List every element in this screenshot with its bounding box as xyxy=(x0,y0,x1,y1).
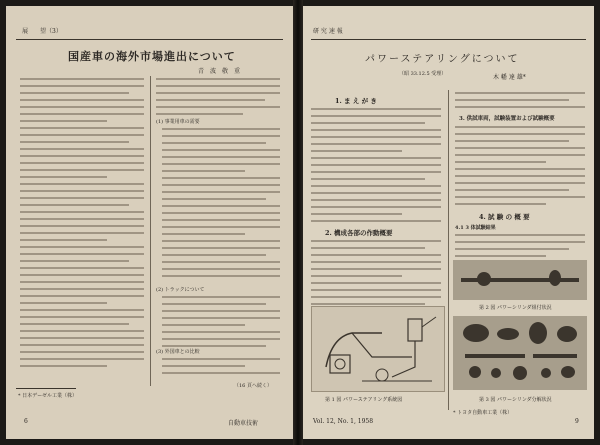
bullet-2-text xyxy=(162,296,280,352)
continued-mark: （16 頁へ続く） xyxy=(234,383,272,389)
bullet-3-text xyxy=(162,358,280,379)
bullet-3: (3) 外国車との比較 xyxy=(156,349,200,355)
right-header-rule xyxy=(311,39,586,40)
subsection-4-1: 4.1 3 体試験結果 xyxy=(455,225,496,231)
column-divider xyxy=(150,76,151,386)
figure-2-caption: 第 2 図 パワーシリンダ組付状況 xyxy=(479,305,552,311)
figure-1-schematic xyxy=(311,306,445,392)
received-date: （昭 33.12.5 受理） xyxy=(399,71,447,77)
right-article-title: パワーステアリングについて xyxy=(365,54,520,65)
figure-3-caption: 第 3 図 パワーシリンダ分解状況 xyxy=(479,397,552,403)
right-author: 木 幡 達 雄* xyxy=(493,74,526,81)
figure-2-photo xyxy=(453,260,587,300)
footnote-rule xyxy=(16,388,76,389)
left-footnote: * 日本デーゼル工業（株） xyxy=(18,393,77,399)
left-column-text xyxy=(20,78,144,372)
journal-volume: Vol. 12, No. 1, 1958 xyxy=(313,418,374,425)
left-page xyxy=(6,6,293,439)
left-author: 青 波 敬 重 xyxy=(198,68,241,75)
right-col-text-1 xyxy=(455,92,585,113)
steering-system-diagram xyxy=(312,307,444,391)
header-rule xyxy=(16,39,283,40)
right-footnote: * トヨタ自動車工業（株） xyxy=(453,410,513,416)
figure-3-photo xyxy=(453,316,587,390)
right-page xyxy=(303,6,594,439)
right-column-text xyxy=(156,78,280,120)
intro-text xyxy=(311,108,441,227)
book-gutter xyxy=(293,0,303,445)
bullet-2: (2) トラックについて xyxy=(156,287,205,293)
figure-1-caption: 第 1 図 パワーステアリング系統図 xyxy=(325,397,403,403)
section-tests: 4. 試 験 の 概 要 xyxy=(479,213,530,221)
section-test-vehicle: 3. 供試車両，試験装置および試験概要 xyxy=(459,116,555,122)
bullet-1: (1) 事業用車の需要 xyxy=(156,119,200,125)
section-intro: 1. ま え が き xyxy=(335,97,377,105)
right-column-divider xyxy=(448,90,449,410)
test-vehicle-text xyxy=(455,126,585,210)
tests-text xyxy=(455,234,585,262)
bullet-1-text xyxy=(162,128,280,282)
right-page-number: 9 xyxy=(575,418,579,425)
left-article-title: 国産車の海外市場進出について xyxy=(68,50,236,63)
section-structure: 2. 構成各部の作動概要 xyxy=(325,229,393,237)
left-journal-name: 自動車技術 xyxy=(228,420,259,427)
left-page-number: 6 xyxy=(24,418,28,425)
left-header: 展 望（3） xyxy=(22,28,62,35)
right-header: 研 究 速 報 xyxy=(313,28,343,35)
